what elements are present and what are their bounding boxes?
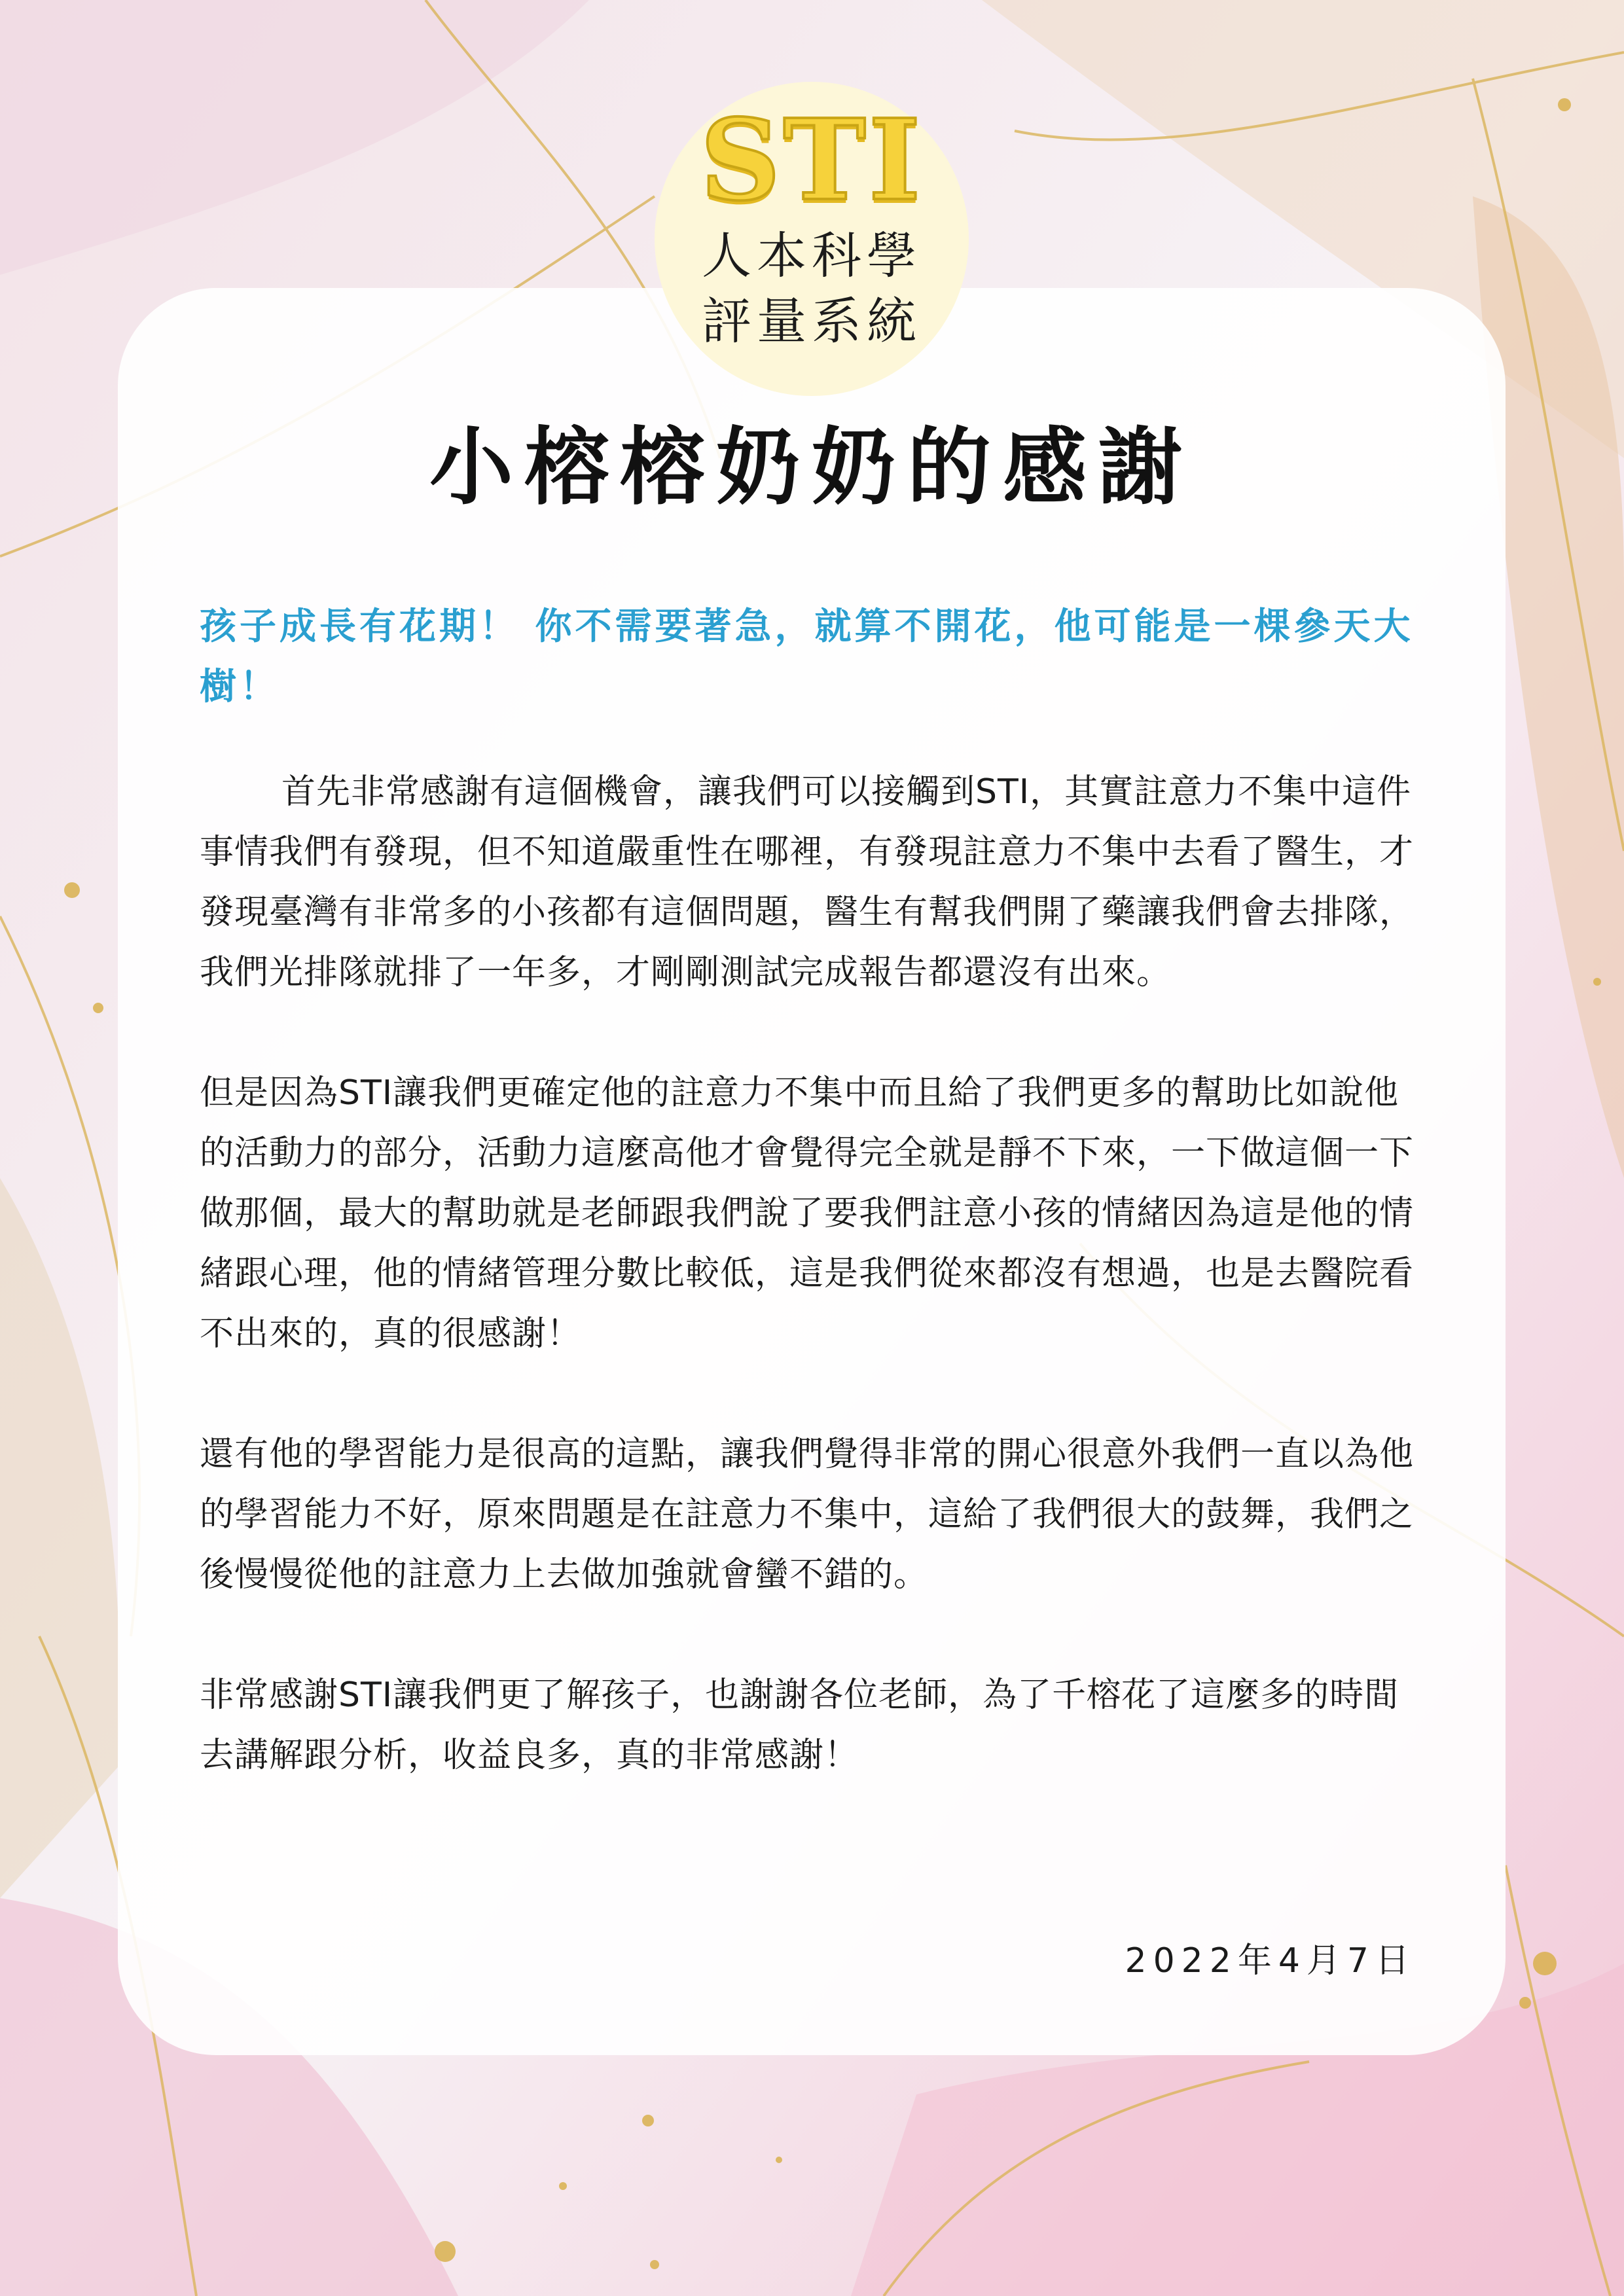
letter-date: 2022年4月7日 [1125,1941,1416,1981]
paragraph-1: 首先非常感謝有這個機會，讓我們可以接觸到STI，其實註意力不集中這件事情我們有發現，但不知道嚴重性在哪裡，有發現註意力不集中去看了醫生，才發現臺灣有非常多的小孩都有這個問題，醫生有幫我們開了藥讓我們會去排隊，我們光排隊就排了一年多，才剛剛測試完成報告都還沒有出來。 [200,772,1415,992]
paragraph-4: 非常感謝STI讓我們更了解孩子，也謝謝各位老師，為了千榕花了這麼多的時間去講解跟分析，收益良多，真的非常感謝！ [200,1676,1399,1775]
paragraph-2: 但是因為STI讓我們更確定他的註意力不集中而且給了我們更多的幫助比如說他的活動力的部分，活動力這麼高他才會覺得完全就是靜不下來，一下做這個一下做那個，最大的幫助就是老師跟我們說了要我們註意小孩的情緒因為這是他的情緒跟心理，他的情緒管理分數比較低，這是我們從來都沒有想過，也是去醫院看不出來的，真的很感謝！ [200,1073,1415,1354]
logo-line-2: 評量系統 [702,292,922,350]
logo-brand-text: STI [700,95,924,226]
sti-logo [655,82,969,396]
letter-subtitle: 孩子成長有花期！ 你不需要著急，就算不開花，他可能是一棵參天大樹！ [200,605,1414,708]
letter-title: 小榕榕奶奶的感謝 [429,419,1194,516]
letter-body [200,762,1424,1846]
logo-line-1: 人本科學 [702,226,922,285]
paragraph-3: 還有他的學習能力是很高的這點，讓我們覺得非常的開心很意外我們一直以為他的學習能力不好，原來問題是在註意力不集中，這給了我們很大的鼓舞，我們之後慢慢從他的註意力上去做加強就會蠻不錯的。 [200,1435,1415,1594]
